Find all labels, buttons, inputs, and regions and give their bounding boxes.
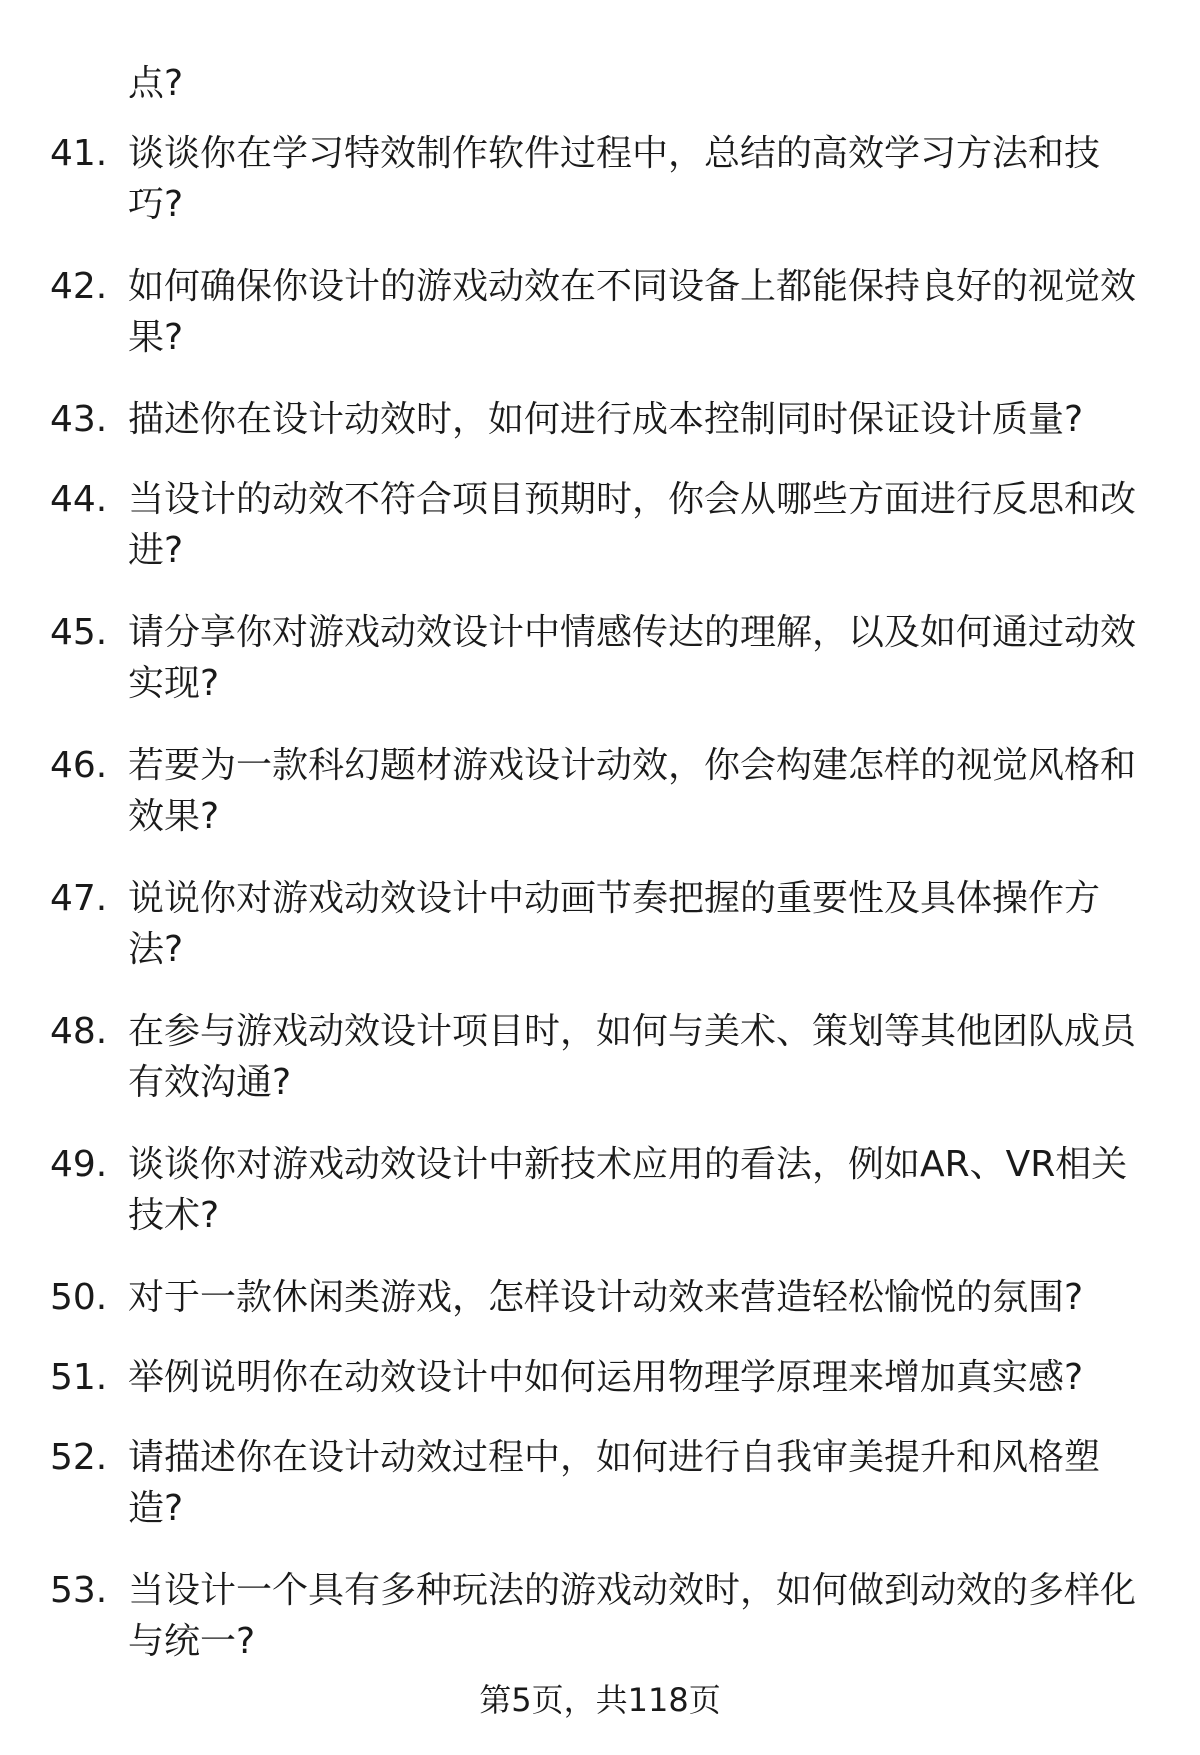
item-number: 53. bbox=[50, 1570, 108, 1611]
page-footer: 第5页，共118页 bbox=[479, 1681, 721, 1719]
item-text: 请描述你在设计动效过程中，如何进行自我审美提升和风格塑造? bbox=[128, 1437, 1101, 1529]
list-item bbox=[50, 1352, 1138, 1403]
item-text: 当设计的动效不符合项目预期时，你会从哪些方面进行反思和改进? bbox=[128, 479, 1137, 571]
list-item bbox=[50, 1565, 1138, 1667]
item-text: 请分享你对游戏动效设计中情感传达的理解，以及如何通过动效实现? bbox=[128, 612, 1137, 704]
item-text: 说说你对游戏动效设计中动画节奏把握的重要性及具体操作方法? bbox=[128, 878, 1101, 970]
item-text: 若要为一款科幻题材游戏设计动效，你会构建怎样的视觉风格和效果? bbox=[128, 745, 1137, 837]
item-number: 49. bbox=[50, 1144, 108, 1185]
list-item bbox=[50, 1006, 1138, 1108]
list-item bbox=[50, 740, 1138, 842]
list-item bbox=[50, 1432, 1138, 1534]
list-item bbox=[50, 1139, 1138, 1241]
item-text: 当设计一个具有多种玩法的游戏动效时，如何做到动效的多样化与统一? bbox=[128, 1570, 1137, 1662]
item-text: 如何确保你设计的游戏动效在不同设备上都能保持良好的视觉效果? bbox=[128, 266, 1137, 358]
list-item bbox=[50, 873, 1138, 975]
list-item bbox=[50, 1272, 1138, 1323]
list-item bbox=[50, 607, 1138, 709]
item-number: 41. bbox=[50, 133, 108, 174]
list-item bbox=[50, 261, 1138, 363]
item-number: 45. bbox=[50, 612, 108, 653]
item-text: 谈谈你在学习特效制作软件过程中，总结的高效学习方法和技巧? bbox=[128, 133, 1101, 225]
item-number: 50. bbox=[50, 1277, 108, 1318]
item-number: 42. bbox=[50, 266, 108, 307]
item-number: 47. bbox=[50, 878, 108, 919]
item-text: 对于一款休闲类游戏，怎样设计动效来营造轻松愉悦的氛围? bbox=[128, 1277, 1084, 1318]
item-number: 48. bbox=[50, 1011, 108, 1052]
item-number: 51. bbox=[50, 1357, 108, 1398]
item-number: 52. bbox=[50, 1437, 108, 1478]
item-number: 44. bbox=[50, 479, 108, 520]
item-text: 举例说明你在动效设计中如何运用物理学原理来增加真实感? bbox=[128, 1357, 1084, 1398]
list-item bbox=[50, 128, 1138, 230]
continuation-text: 点? bbox=[128, 63, 184, 104]
item-text: 在参与游戏动效设计项目时，如何与美术、策划等其他团队成员有效沟通? bbox=[128, 1011, 1137, 1103]
item-number: 46. bbox=[50, 745, 108, 786]
item-text: 谈谈你对游戏动效设计中新技术应用的看法，例如AR、VR相关技术? bbox=[128, 1144, 1128, 1236]
item-number: 43. bbox=[50, 399, 108, 440]
item-text: 描述你在设计动效时，如何进行成本控制同时保证设计质量? bbox=[128, 399, 1084, 440]
list-item bbox=[50, 474, 1138, 576]
list-item bbox=[50, 394, 1138, 445]
